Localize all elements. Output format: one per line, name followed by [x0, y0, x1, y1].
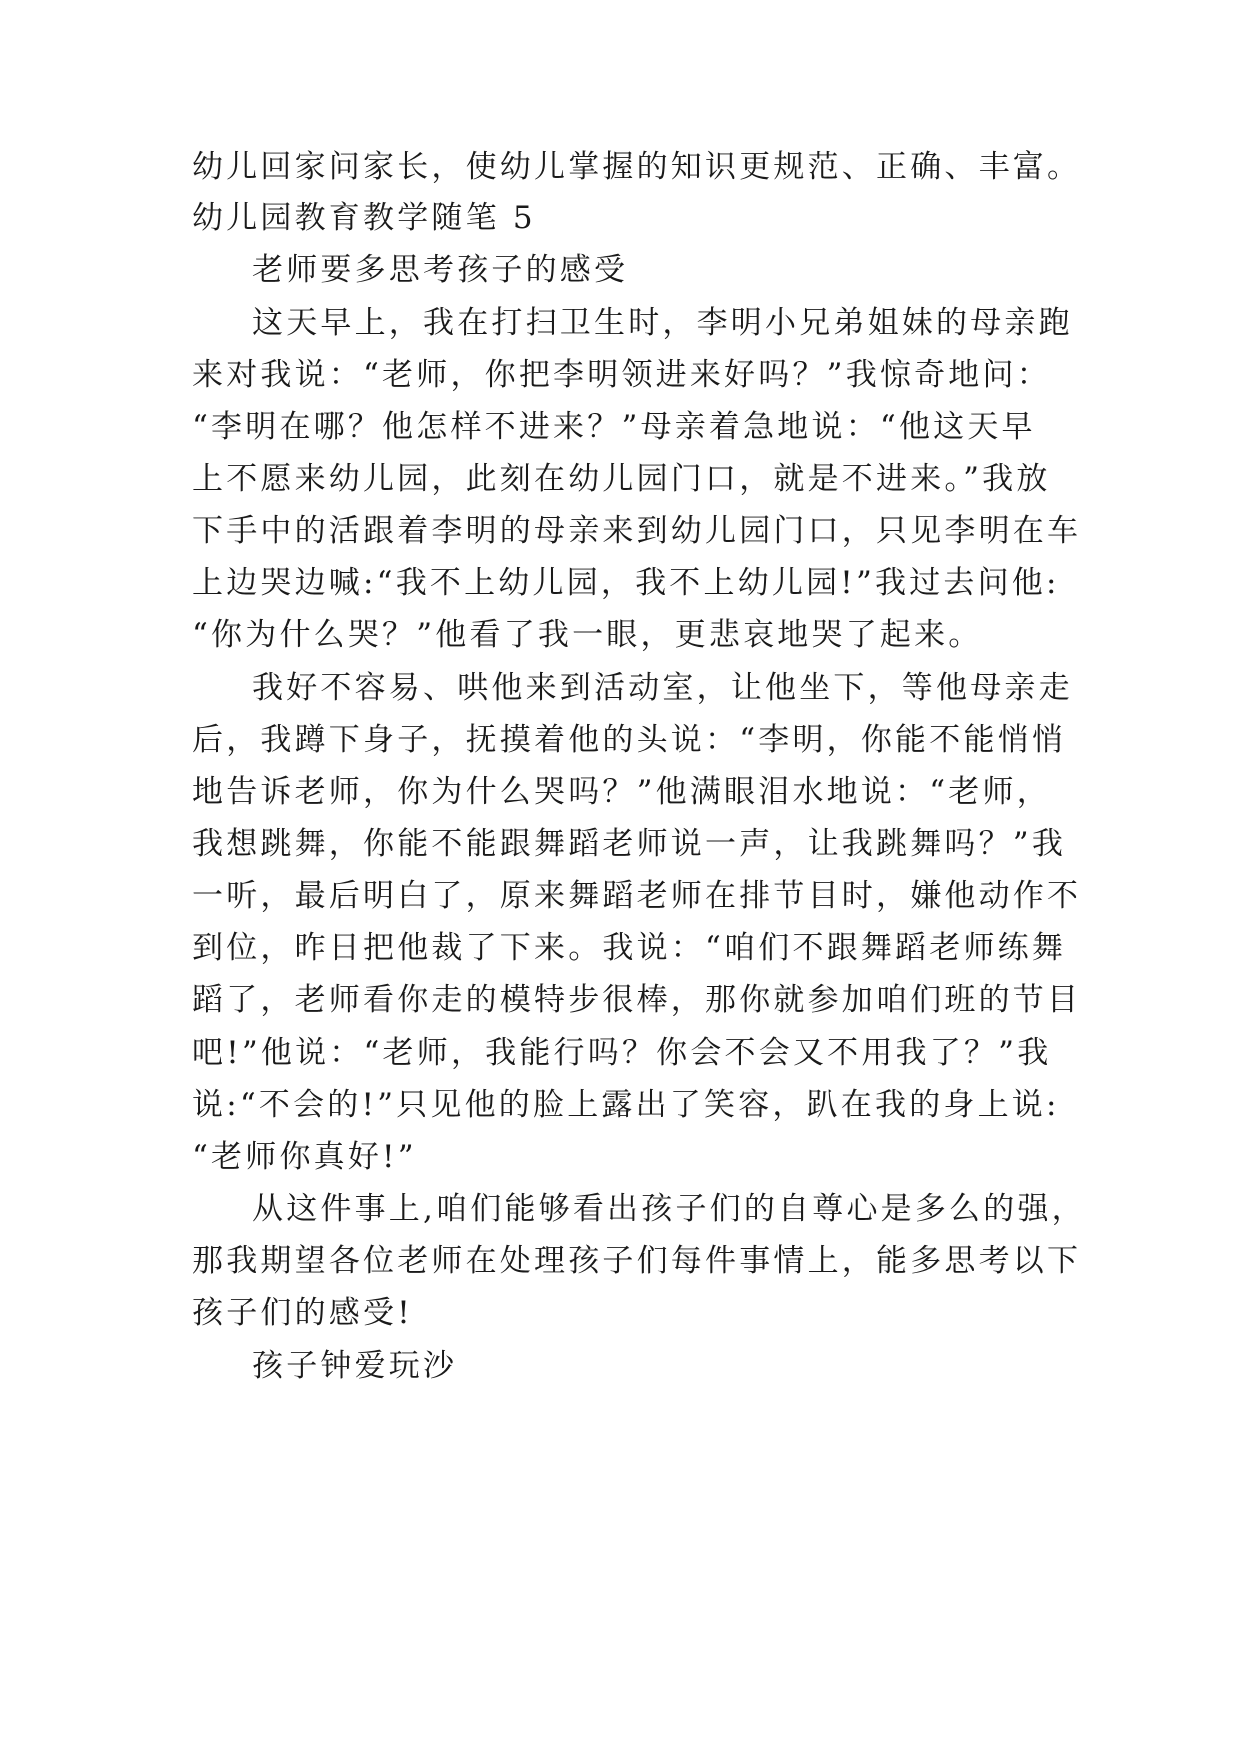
paragraph-line: 上边哭边喊:“我不上幼儿园，我不上幼儿园!”我过去问他: — [192, 565, 1060, 601]
paragraph-line: 蹈了，老师看你走的模特步很棒，那你就参加咱们班的节目 — [192, 982, 1082, 1018]
paragraph-line: 下手中的活跟着李明的母亲来到幼儿园门口，只见李明在车 — [192, 513, 1082, 549]
paragraph-line: 来对我说：“老师，你把李明领进来好吗？”我惊奇地问： — [192, 357, 1051, 393]
paragraph-line: 孩子们的感受! — [192, 1295, 413, 1331]
paragraph-line: 我好不容易、哄他来到活动室，让他坐下，等他母亲走 — [252, 670, 1073, 706]
section-heading: 幼儿园教育教学随笔 5 — [192, 200, 536, 236]
paragraph-line: 到位，昨日把他裁了下来。我说：“咱们不跟舞蹈老师练舞 — [192, 930, 1067, 966]
paragraph-line: 上不愿来幼儿园，此刻在幼儿园门口，就是不进来。”我放 — [192, 461, 1051, 497]
paragraph-line: 后，我蹲下身子，抚摸着他的头说：“李明，你能不能悄悄 — [192, 722, 1067, 758]
subsection-heading: 孩子钟爱玩沙 — [252, 1348, 458, 1384]
paragraph-line: 从这件事上,咱们能够看出孩子们的自尊心是多么的强， — [252, 1191, 1086, 1227]
paragraph-line: “你为什么哭？”他看了我一眼，更悲哀地哭了起来。 — [192, 617, 983, 653]
paragraph-line: 说:“不会的!”只见他的脸上露出了笑容，趴在我的身上说: — [192, 1087, 1060, 1123]
paragraph-line: “李明在哪？他怎样不进来？”母亲着急地说：“他这天早 — [192, 409, 1036, 445]
paragraph-line: 我想跳舞，你能不能跟舞蹈老师说一声，让我跳舞吗？”我 — [192, 826, 1067, 862]
paragraph-line: 一听，最后明白了，原来舞蹈老师在排节目时，嫌他动作不 — [192, 878, 1082, 914]
text-line: 幼儿回家问家长，使幼儿掌握的知识更规范、正确、丰富。 — [192, 149, 1082, 185]
subsection-heading: 老师要多思考孩子的感受 — [252, 252, 629, 288]
paragraph-line: 地告诉老师，你为什么哭吗？”他满眼泪水地说：“老师， — [192, 774, 1051, 810]
paragraph-line: “老师你真好!” — [192, 1139, 417, 1175]
paragraph-line: 那我期望各位老师在处理孩子们每件事情上，能多思考以下 — [192, 1243, 1082, 1279]
paragraph-line: 这天早上，我在打扫卫生时，李明小兄弟姐妹的母亲跑 — [252, 305, 1073, 341]
paragraph-line: 吧!”他说：“老师，我能行吗？你会不会又不用我了？”我 — [192, 1035, 1052, 1071]
